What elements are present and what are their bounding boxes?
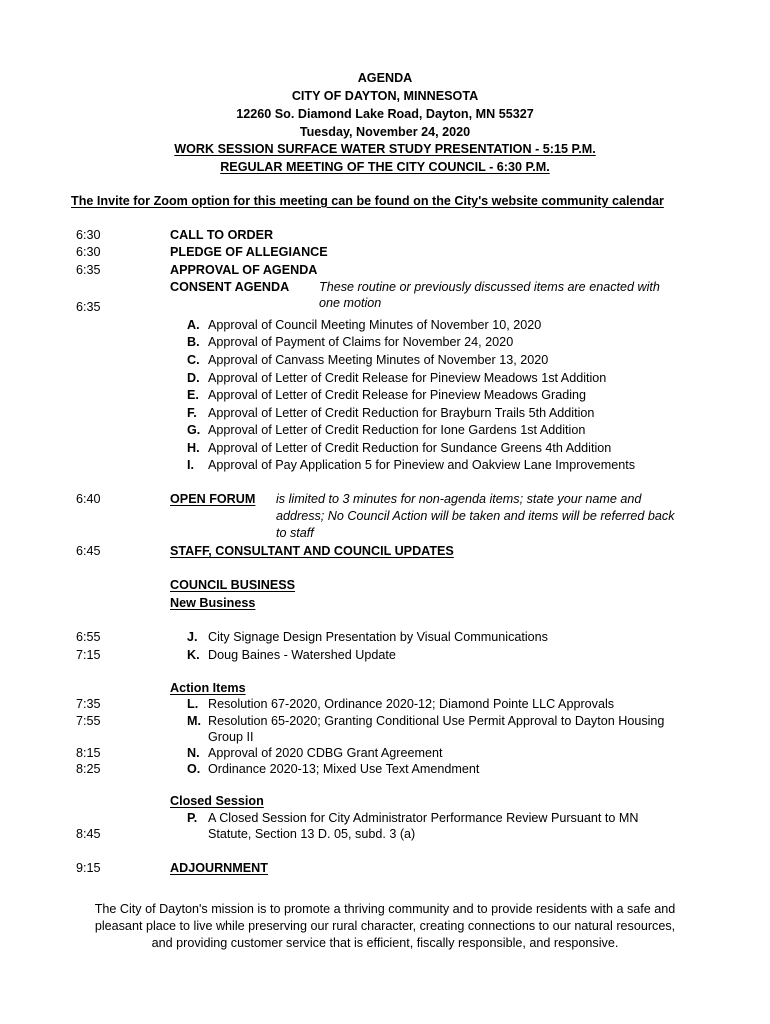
council-business-heading: COUNCIL BUSINESS [170, 578, 296, 592]
adjournment-label: ADJOURNMENT [170, 861, 268, 875]
item-n-time: 8:15 [76, 746, 101, 760]
consent-item-letter: A. [187, 318, 200, 332]
approval-label: APPROVAL OF AGENDA [170, 263, 318, 277]
item-l-letter: L. [187, 697, 199, 711]
item-n-text: Approval of 2020 CDBG Grant Agreement [208, 746, 443, 760]
item-o-letter: O. [187, 762, 201, 776]
zoom-note: The Invite for Zoom option for this meeting can be found on the City's website community calendar [71, 194, 664, 208]
mission-line2: pleasant place to live while preserving our rural character, creating connections to our natural resources, [94, 919, 676, 933]
consent-time: 6:35 [76, 300, 101, 314]
item-p-text: A Closed Session for City Administrator Performance Review Pursuant to MN [208, 811, 639, 825]
item-l-time: 7:35 [76, 697, 101, 711]
call-to-order-label: CALL TO ORDER [170, 228, 274, 242]
item-p-text-cont: Statute, Section 13 D. 05, subd. 3 (a) [208, 827, 416, 841]
item-m-text-cont: Group II [208, 730, 254, 744]
work-session-heading: WORK SESSION SURFACE WATER STUDY PRESENTATION - 5:15 P.M. [174, 142, 596, 156]
item-n-letter: N. [187, 746, 200, 760]
item-j-text: City Signage Design Presentation by Visual Communications [208, 630, 548, 644]
mission-line1: The City of Dayton's mission is to promote a thriving community and to provide residents with a safe and [94, 902, 676, 916]
mission-line3: and providing customer service that is efficient, fiscally responsible, and responsive. [151, 936, 619, 950]
consent-item-letter: H. [187, 441, 200, 455]
updates-label: STAFF, CONSULTANT AND COUNCIL UPDATES [170, 544, 454, 558]
consent-item: Approval of Canvass Meeting Minutes of November 13, 2020 [208, 353, 549, 367]
open-forum-note-line1: is limited to 3 minutes for non-agenda items; state your name and [276, 492, 642, 506]
item-m-text: Resolution 65-2020; Granting Conditional Use Permit Approval to Dayton Housing [208, 714, 665, 728]
regular-meeting-heading: REGULAR MEETING OF THE CITY COUNCIL - 6:30 P.M. [220, 160, 550, 174]
consent-note-line2: one motion [319, 296, 382, 310]
call-to-order-time: 6:30 [76, 228, 101, 242]
item-m-time: 7:55 [76, 714, 101, 728]
consent-item: Approval of Letter of Credit Release for Pineview Meadows 1st Addition [208, 371, 607, 385]
item-j-time: 6:55 [76, 630, 101, 644]
consent-item-letter: I. [187, 458, 194, 472]
action-items-heading: Action Items [170, 681, 246, 695]
new-business-heading: New Business [170, 596, 256, 610]
item-j-letter: J. [187, 630, 198, 644]
city-name: CITY OF DAYTON, MINNESOTA [291, 89, 479, 103]
adjournment-time: 9:15 [76, 861, 101, 875]
consent-item: Approval of Letter of Credit Reduction for Sundance Greens 4th Addition [208, 441, 612, 455]
consent-item: Approval of Council Meeting Minutes of November 10, 2020 [208, 318, 542, 332]
open-forum-note-line2: address; No Council Action will be taken and items will be referred back [276, 509, 675, 523]
item-o-time: 8:25 [76, 762, 101, 776]
consent-item: Approval of Letter of Credit Release for Pineview Meadows Grading [208, 388, 587, 402]
consent-item-letter: G. [187, 423, 201, 437]
item-l-text: Resolution 67-2020, Ordinance 2020-12; Diamond Pointe LLC Approvals [208, 697, 615, 711]
open-forum-time: 6:40 [76, 492, 101, 506]
open-forum-note-line3: to staff [276, 526, 314, 540]
consent-note-line1: These routine or previously discussed items are enacted with [319, 280, 660, 294]
consent-item-letter: E. [187, 388, 199, 402]
updates-time: 6:45 [76, 544, 101, 558]
agenda-title: AGENDA [357, 71, 413, 85]
consent-item-letter: B. [187, 335, 200, 349]
consent-item: Approval of Pay Application 5 for Pineview and Oakview Lane Improvements [208, 458, 636, 472]
item-k-letter: K. [187, 648, 200, 662]
consent-agenda-label: CONSENT AGENDA [170, 280, 290, 294]
open-forum-label: OPEN FORUM [170, 492, 256, 506]
approval-time: 6:35 [76, 263, 101, 277]
consent-item-letter: F. [187, 406, 197, 420]
pledge-time: 6:30 [76, 245, 101, 259]
address: 12260 So. Diamond Lake Road, Dayton, MN 55327 [236, 107, 534, 121]
item-p-time: 8:45 [76, 827, 101, 841]
item-k-text: Doug Baines - Watershed Update [208, 648, 396, 662]
item-p-letter: P. [187, 811, 198, 825]
item-m-letter: M. [187, 714, 201, 728]
consent-item: Approval of Payment of Claims for November 24, 2020 [208, 335, 514, 349]
consent-item: Approval of Letter of Credit Reduction for Brayburn Trails 5th Addition [208, 406, 595, 420]
consent-item: Approval of Letter of Credit Reduction for Ione Gardens 1st Addition [208, 423, 586, 437]
closed-session-heading: Closed Session [170, 794, 264, 808]
meeting-date: Tuesday, November 24, 2020 [299, 125, 471, 139]
item-k-time: 7:15 [76, 648, 101, 662]
pledge-label: PLEDGE OF ALLEGIANCE [170, 245, 328, 259]
item-o-text: Ordinance 2020-13; Mixed Use Text Amendment [208, 762, 480, 776]
consent-item-letter: C. [187, 353, 200, 367]
consent-item-letter: D. [187, 371, 200, 385]
